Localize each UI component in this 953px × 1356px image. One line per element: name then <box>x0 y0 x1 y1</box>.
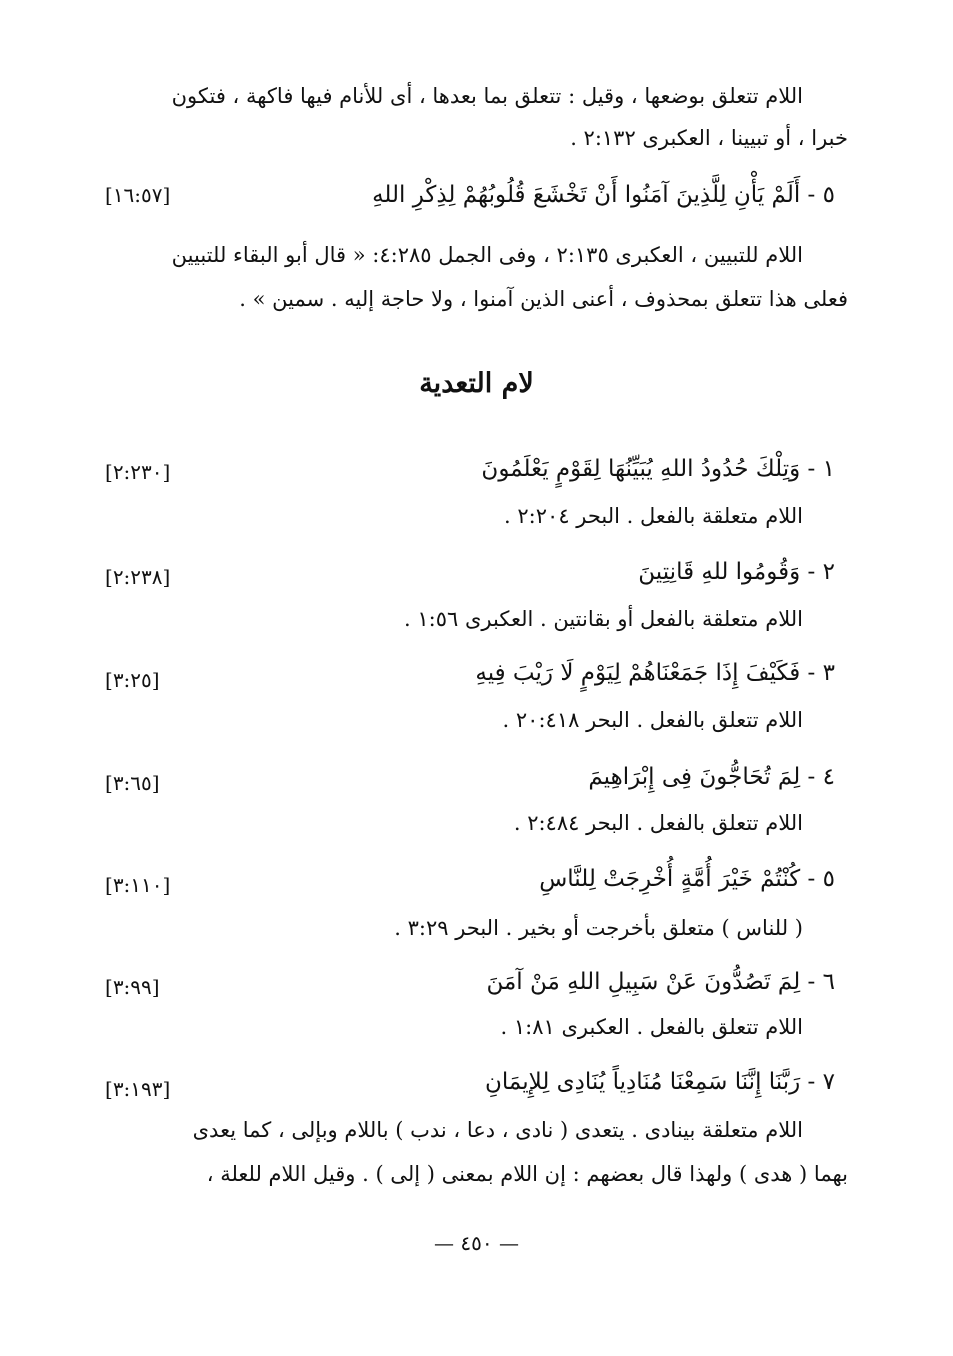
page-number: — ٤٥٠ — <box>434 1231 519 1255</box>
entry-6-commentary: اللام تتعلق بالفعل . العكبرى ١:٨١ . <box>500 1015 803 1039</box>
intro-line-1: اللام تتعلق بوضعها ، وقيل : تتعلق بما بعدها ، أى للأنام فيها فاكهة ، فتكون <box>171 84 803 108</box>
entry-2-reference: [٢:٢٣٨] <box>105 565 171 589</box>
entry-6-verse: ٦ - لِمَ تَصُدُّونَ عَنْ سَبِيلِ اللهِ مَنْ آمَنَ <box>486 969 835 995</box>
entry-4-verse: ٤ - لِمَ تُحَاجُّونَ فِى إِبْرَاهِيمَ <box>588 764 835 790</box>
entry-1-reference: [٢:٢٣٠] <box>105 460 171 484</box>
intro-line-2: خبرا ، أو تبيينا ، العكبرى ٢:١٣٢ . <box>570 126 848 150</box>
verse-reference: [١٦:٥٧] <box>105 183 171 207</box>
entry-3-verse: ٣ - فَكَيْفَ إِذَا جَمَعْنَاهُمْ لِيَوْمٍ لَا رَيْبَ فِيهِ <box>475 660 835 686</box>
entry-4-reference: [٣:٦٥] <box>105 771 160 795</box>
entry-3-commentary: اللام تتعلق بالفعل . البحر ٢٠:٤١٨ . <box>502 708 803 732</box>
entry-5-commentary: ( للناس ) متعلق بأخرجت أو بخير . البحر ٣:٢٩ . <box>394 916 803 940</box>
entry-2-verse: ٢ - وَقُومُوا للهِ قَانِتِينَ <box>638 559 835 585</box>
entry-5-verse: ٥ - كُنْتُمْ خَيْرَ أُمَّةٍ أُخْرِجَتْ لِلنَّاسِ <box>539 866 835 892</box>
entry-7-verse: ٧ - رَبَّنَا إِنَّنَا سَمِعْنَا مُنَادِياً يُنَادِى لِلإِيمَانِ <box>485 1069 835 1095</box>
verse-text: ٥ - أَلَمْ يَأْنِ لِلَّذِينَ آمَنُوا أَنْ تَخْشَعَ قُلُوبُهُمْ لِذِكْرِ اللهِ <box>372 182 835 208</box>
entry-7-reference: [٣:١٩٣] <box>105 1077 171 1101</box>
entry-1-verse: ١ - وَتِلْكَ حُدُودُ اللهِ يُبَيِّنُهَا لِقَوْمٍ يَعْلَمُونَ <box>481 456 835 482</box>
entry-4-commentary: اللام تتعلق بالفعل . البحر ٢:٤٨٤ . <box>513 811 803 835</box>
entry-2-commentary: اللام متعلقة بالفعل أو بقانتين . العكبرى ١:٥٦ . <box>404 607 803 631</box>
commentary-line-2: فعلى هذا تتعلق بمحذوف ، أعنى الذين آمنوا ، ولا حاجة إليه . سمين » . <box>239 287 848 311</box>
entry-6-reference: [٣:٩٩] <box>105 975 160 999</box>
section-heading: لام التعدية <box>419 368 534 399</box>
entry-3-reference: [٣:٢٥] <box>105 668 160 692</box>
entry-7-commentary-line-1: اللام متعلقة بينادى . يتعدى ( نادى ، دعا ، ندب ) باللام وبإلى ، كما يعدى <box>192 1118 803 1142</box>
commentary-line-1: اللام للتبيين ، العكبرى ٢:١٣٥ ، وفى الجمل ٤:٢٨٥: « قال أبو البقاء للتبيين <box>171 243 803 267</box>
entry-7-commentary-line-2: بهما ( هدى ) ولهذا قال بعضهم : إن اللام بمعنى ( إلى ) . وقيل اللام للعلة ، <box>206 1162 848 1186</box>
entry-5-reference: [٣:١١٠] <box>105 873 171 897</box>
entry-1-commentary: اللام متعلقة بالفعل . البحر ٢:٢٠٤ . <box>504 504 803 528</box>
